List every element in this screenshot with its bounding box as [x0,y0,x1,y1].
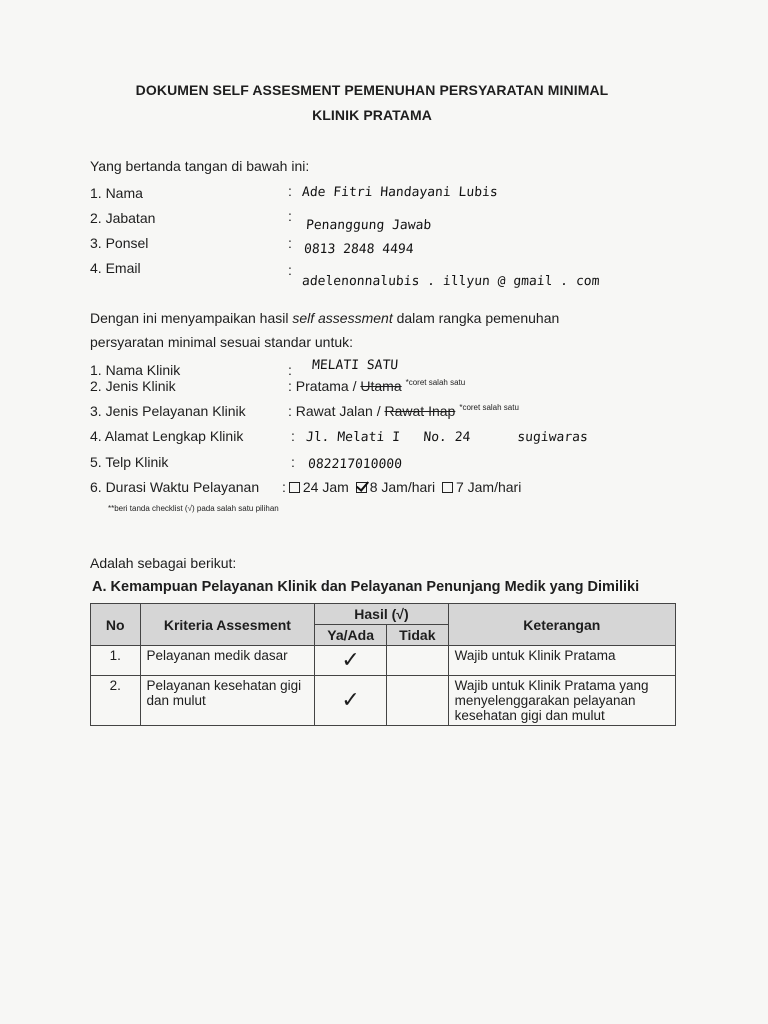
checkbox-7-jam[interactable] [442,482,453,493]
row-kriteria: Pelayanan medik dasar [140,646,315,676]
row-keterangan: Wajib untuk Klinik Pratama [448,646,675,676]
colon: : [288,183,292,199]
ponsel-label: 3. Ponsel [90,235,149,251]
colon: : [288,208,292,224]
statement-line2: persyaratan minimal sesuai standar untuk: [90,334,354,350]
ponsel-value: 0813 2848 4494 [303,242,415,257]
jabatan-value: Penanggung Jawab [305,218,432,233]
row-no: 1. [91,646,141,676]
jenis-pelayanan-label: 3. Jenis Pelayanan Klinik [90,403,246,419]
header-tidak: Tidak [387,625,449,646]
nama-klinik-value: MELATI SATU [311,358,399,373]
document-title-line1: DOKUMEN SELF ASSESMENT PEMENUHAN PERSYARATAN MINIMAL [135,82,609,98]
nama-klinik-label: 1. Nama Klinik [90,362,181,378]
telp-label: 5. Telp Klinik [90,454,169,470]
telp-value: 082217010000 [307,457,403,472]
row-kriteria: Pelayanan kesehatan gigi dan mulut [140,676,315,726]
jenis-klinik-value: : Pratama / Utama $^{*coret salah satu}$ [288,378,466,394]
row-tidak [387,646,449,676]
nama-label: 1. Nama [90,185,143,201]
row-keterangan: Wajib untuk Klinik Pratama yang menyelenggarakan pelayanan kesehatan gigi dan mulut [448,676,675,726]
struck-option: Rawat Inap [384,403,456,419]
header-keterangan: Keterangan [448,604,675,646]
durasi-options: : 24 Jam 8 Jam/hari 7 Jam/hari [282,479,522,495]
colon: : [288,362,292,378]
jabatan-label: 2. Jabatan [90,210,156,226]
jenis-klinik-label: 2. Jenis Klinik [90,378,176,394]
table-row [91,646,676,676]
checklist-note: **beri tanda checklist (√) pada salah satu pilihan [108,504,279,513]
alamat-value: Jl. Melati I No. 24 sugiwaras [305,430,589,445]
email-label: 4. Email [90,260,141,276]
jenis-pelayanan-value: : Rawat Jalan / Rawat Inap $^{*coret salah satu}$ [288,403,519,419]
nama-value: Ade Fitri Handayani Lubis [301,185,499,200]
check-mark-icon: ✓ [315,646,387,676]
check-mark-icon: ✓ [315,676,387,726]
alamat-label: 4. Alamat Lengkap Klinik [90,428,244,444]
statement-line1: Dengan ini menyampaikan hasil self assessment dalam rangka pemenuhan [90,310,560,326]
email-value: adelenonnalubis . illyun @ gmail . com [301,274,600,289]
row-tidak [387,676,449,726]
checkbox-8-jam-checked[interactable] [356,482,367,493]
header-kriteria: Kriteria Assesment [140,604,315,646]
document-title-line2: KLINIK PRATAMA [312,107,432,123]
intro-text: Yang bertanda tangan di bawah ini: [90,158,310,174]
section-a-title: A. Kemampuan Pelayanan Klinik dan Pelayanan Penunjang Medik yang Dimiliki [92,579,640,595]
row-no: 2. [91,676,141,726]
colon: : [291,428,295,444]
colon: : [291,454,295,470]
table-row [91,676,676,726]
colon: : [288,262,292,278]
header-hasil: Hasil (√) [315,604,448,625]
colon: : [288,235,292,251]
assessment-table [90,603,676,726]
struck-option: Utama [360,378,402,394]
adalah-text: Adalah sebagai berikut: [90,555,237,571]
header-ya: Ya/Ada [315,625,387,646]
header-no: No [91,604,141,646]
checkbox-24-jam[interactable] [289,482,300,493]
durasi-label: 6. Durasi Waktu Pelayanan [90,479,260,495]
